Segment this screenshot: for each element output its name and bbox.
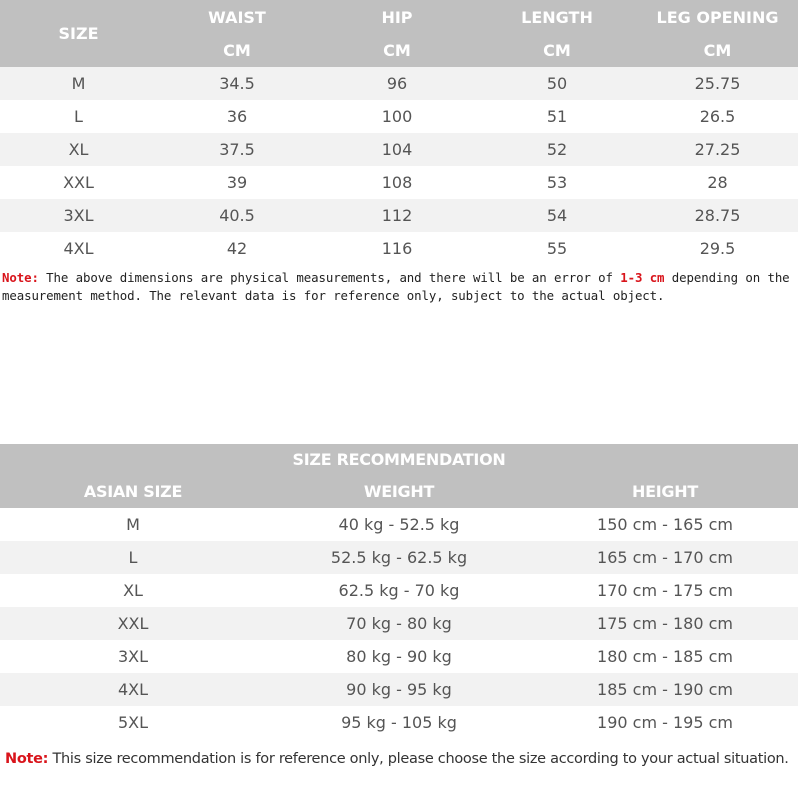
column-header-asian-size: ASIAN SIZE <box>83 482 183 501</box>
cell-height: 165 cm - 170 cm <box>532 541 798 574</box>
cell-size: M <box>0 67 157 100</box>
cell-waist: 34.5 <box>157 67 317 100</box>
cell-size: L <box>0 100 157 133</box>
table-row <box>0 673 798 706</box>
cell-weight: 62.5 kg - 70 kg <box>266 574 532 607</box>
column-header-waist: WAIST <box>208 7 266 27</box>
cell-asian-size: L <box>0 541 266 574</box>
cell-leg-opening: 28.75 <box>637 199 798 232</box>
cell-height: 150 cm - 165 cm <box>532 508 798 541</box>
cell-asian-size: 5XL <box>0 706 266 739</box>
recommendation-header-row <box>0 475 798 508</box>
cell-hip: 96 <box>317 67 477 100</box>
recommendation-title: SIZE RECOMMENDATION <box>292 450 506 469</box>
column-header-hip: HIP <box>381 7 413 27</box>
cell-waist: 37.5 <box>157 133 317 166</box>
cell-leg-opening: 28 <box>637 166 798 199</box>
unit-length: CM <box>543 41 571 60</box>
note-label: Note: <box>5 751 49 767</box>
table-row <box>0 541 798 574</box>
note-text-after: depending on the measurement method. The relevant data is for reference only, subject to the actual object. <box>2 270 790 303</box>
recommendation-note <box>5 748 795 770</box>
unit-waist: CM <box>223 41 251 60</box>
column-header-leg-opening: LEG OPENING <box>656 7 779 27</box>
cell-waist: 40.5 <box>157 199 317 232</box>
cell-length: 53 <box>477 166 637 199</box>
cell-height: 170 cm - 175 cm <box>532 574 798 607</box>
cell-length: 51 <box>477 100 637 133</box>
cell-leg-opening: 25.75 <box>637 67 798 100</box>
cell-height: 180 cm - 185 cm <box>532 640 798 673</box>
measurement-table <box>0 0 798 265</box>
cell-height: 175 cm - 180 cm <box>532 607 798 640</box>
cell-length: 54 <box>477 199 637 232</box>
cell-weight: 40 kg - 52.5 kg <box>266 508 532 541</box>
table-row <box>0 508 798 541</box>
cell-weight: 90 kg - 95 kg <box>266 673 532 706</box>
cell-length: 52 <box>477 133 637 166</box>
note-text-before: The above dimensions are physical measurements, and there will be an error of <box>38 270 621 285</box>
table-row <box>0 133 798 166</box>
cell-length: 55 <box>477 232 637 265</box>
cell-size: 3XL <box>0 199 157 232</box>
table-row <box>0 232 798 265</box>
table-row <box>0 607 798 640</box>
cell-leg-opening: 26.5 <box>637 100 798 133</box>
cell-asian-size: 4XL <box>0 673 266 706</box>
table-row <box>0 574 798 607</box>
cell-leg-opening: 29.5 <box>637 232 798 265</box>
cell-weight: 52.5 kg - 62.5 kg <box>266 541 532 574</box>
size-recommendation-table <box>0 444 798 739</box>
recommendation-title-row <box>0 444 798 475</box>
cell-size: 4XL <box>0 232 157 265</box>
unit-hip: CM <box>383 41 411 60</box>
measurement-note <box>2 269 798 305</box>
note-text: This size recommendation is for reference only, please choose the size according to your actual situation. <box>48 751 789 767</box>
cell-size: XXL <box>0 166 157 199</box>
table-row <box>0 166 798 199</box>
cell-hip: 100 <box>317 100 477 133</box>
table-row <box>0 199 798 232</box>
cell-size: XL <box>0 133 157 166</box>
cell-length: 50 <box>477 67 637 100</box>
note-label: Note: <box>2 270 39 285</box>
column-header-length: LENGTH <box>521 7 593 27</box>
cell-asian-size: XXL <box>0 607 266 640</box>
cell-hip: 108 <box>317 166 477 199</box>
cell-asian-size: XL <box>0 574 266 607</box>
cell-weight: 70 kg - 80 kg <box>266 607 532 640</box>
cell-waist: 39 <box>157 166 317 199</box>
table-row <box>0 640 798 673</box>
cell-weight: 80 kg - 90 kg <box>266 640 532 673</box>
note-error-range: 1-3 cm <box>620 270 665 285</box>
table-row <box>0 67 798 100</box>
cell-hip: 104 <box>317 133 477 166</box>
table-row <box>0 706 798 739</box>
column-header-height: HEIGHT <box>632 482 698 501</box>
cell-waist: 36 <box>157 100 317 133</box>
cell-leg-opening: 27.25 <box>637 133 798 166</box>
cell-weight: 95 kg - 105 kg <box>266 706 532 739</box>
cell-asian-size: M <box>0 508 266 541</box>
unit-leg-opening: CM <box>703 41 732 60</box>
table-row <box>0 100 798 133</box>
cell-waist: 42 <box>157 232 317 265</box>
cell-asian-size: 3XL <box>0 640 266 673</box>
measurement-header-row <box>0 0 798 34</box>
cell-hip: 112 <box>317 199 477 232</box>
cell-height: 185 cm - 190 cm <box>532 673 798 706</box>
column-header-weight: WEIGHT <box>363 482 435 501</box>
cell-height: 190 cm - 195 cm <box>532 706 798 739</box>
cell-hip: 116 <box>317 232 477 265</box>
column-header-size: SIZE <box>58 24 99 43</box>
